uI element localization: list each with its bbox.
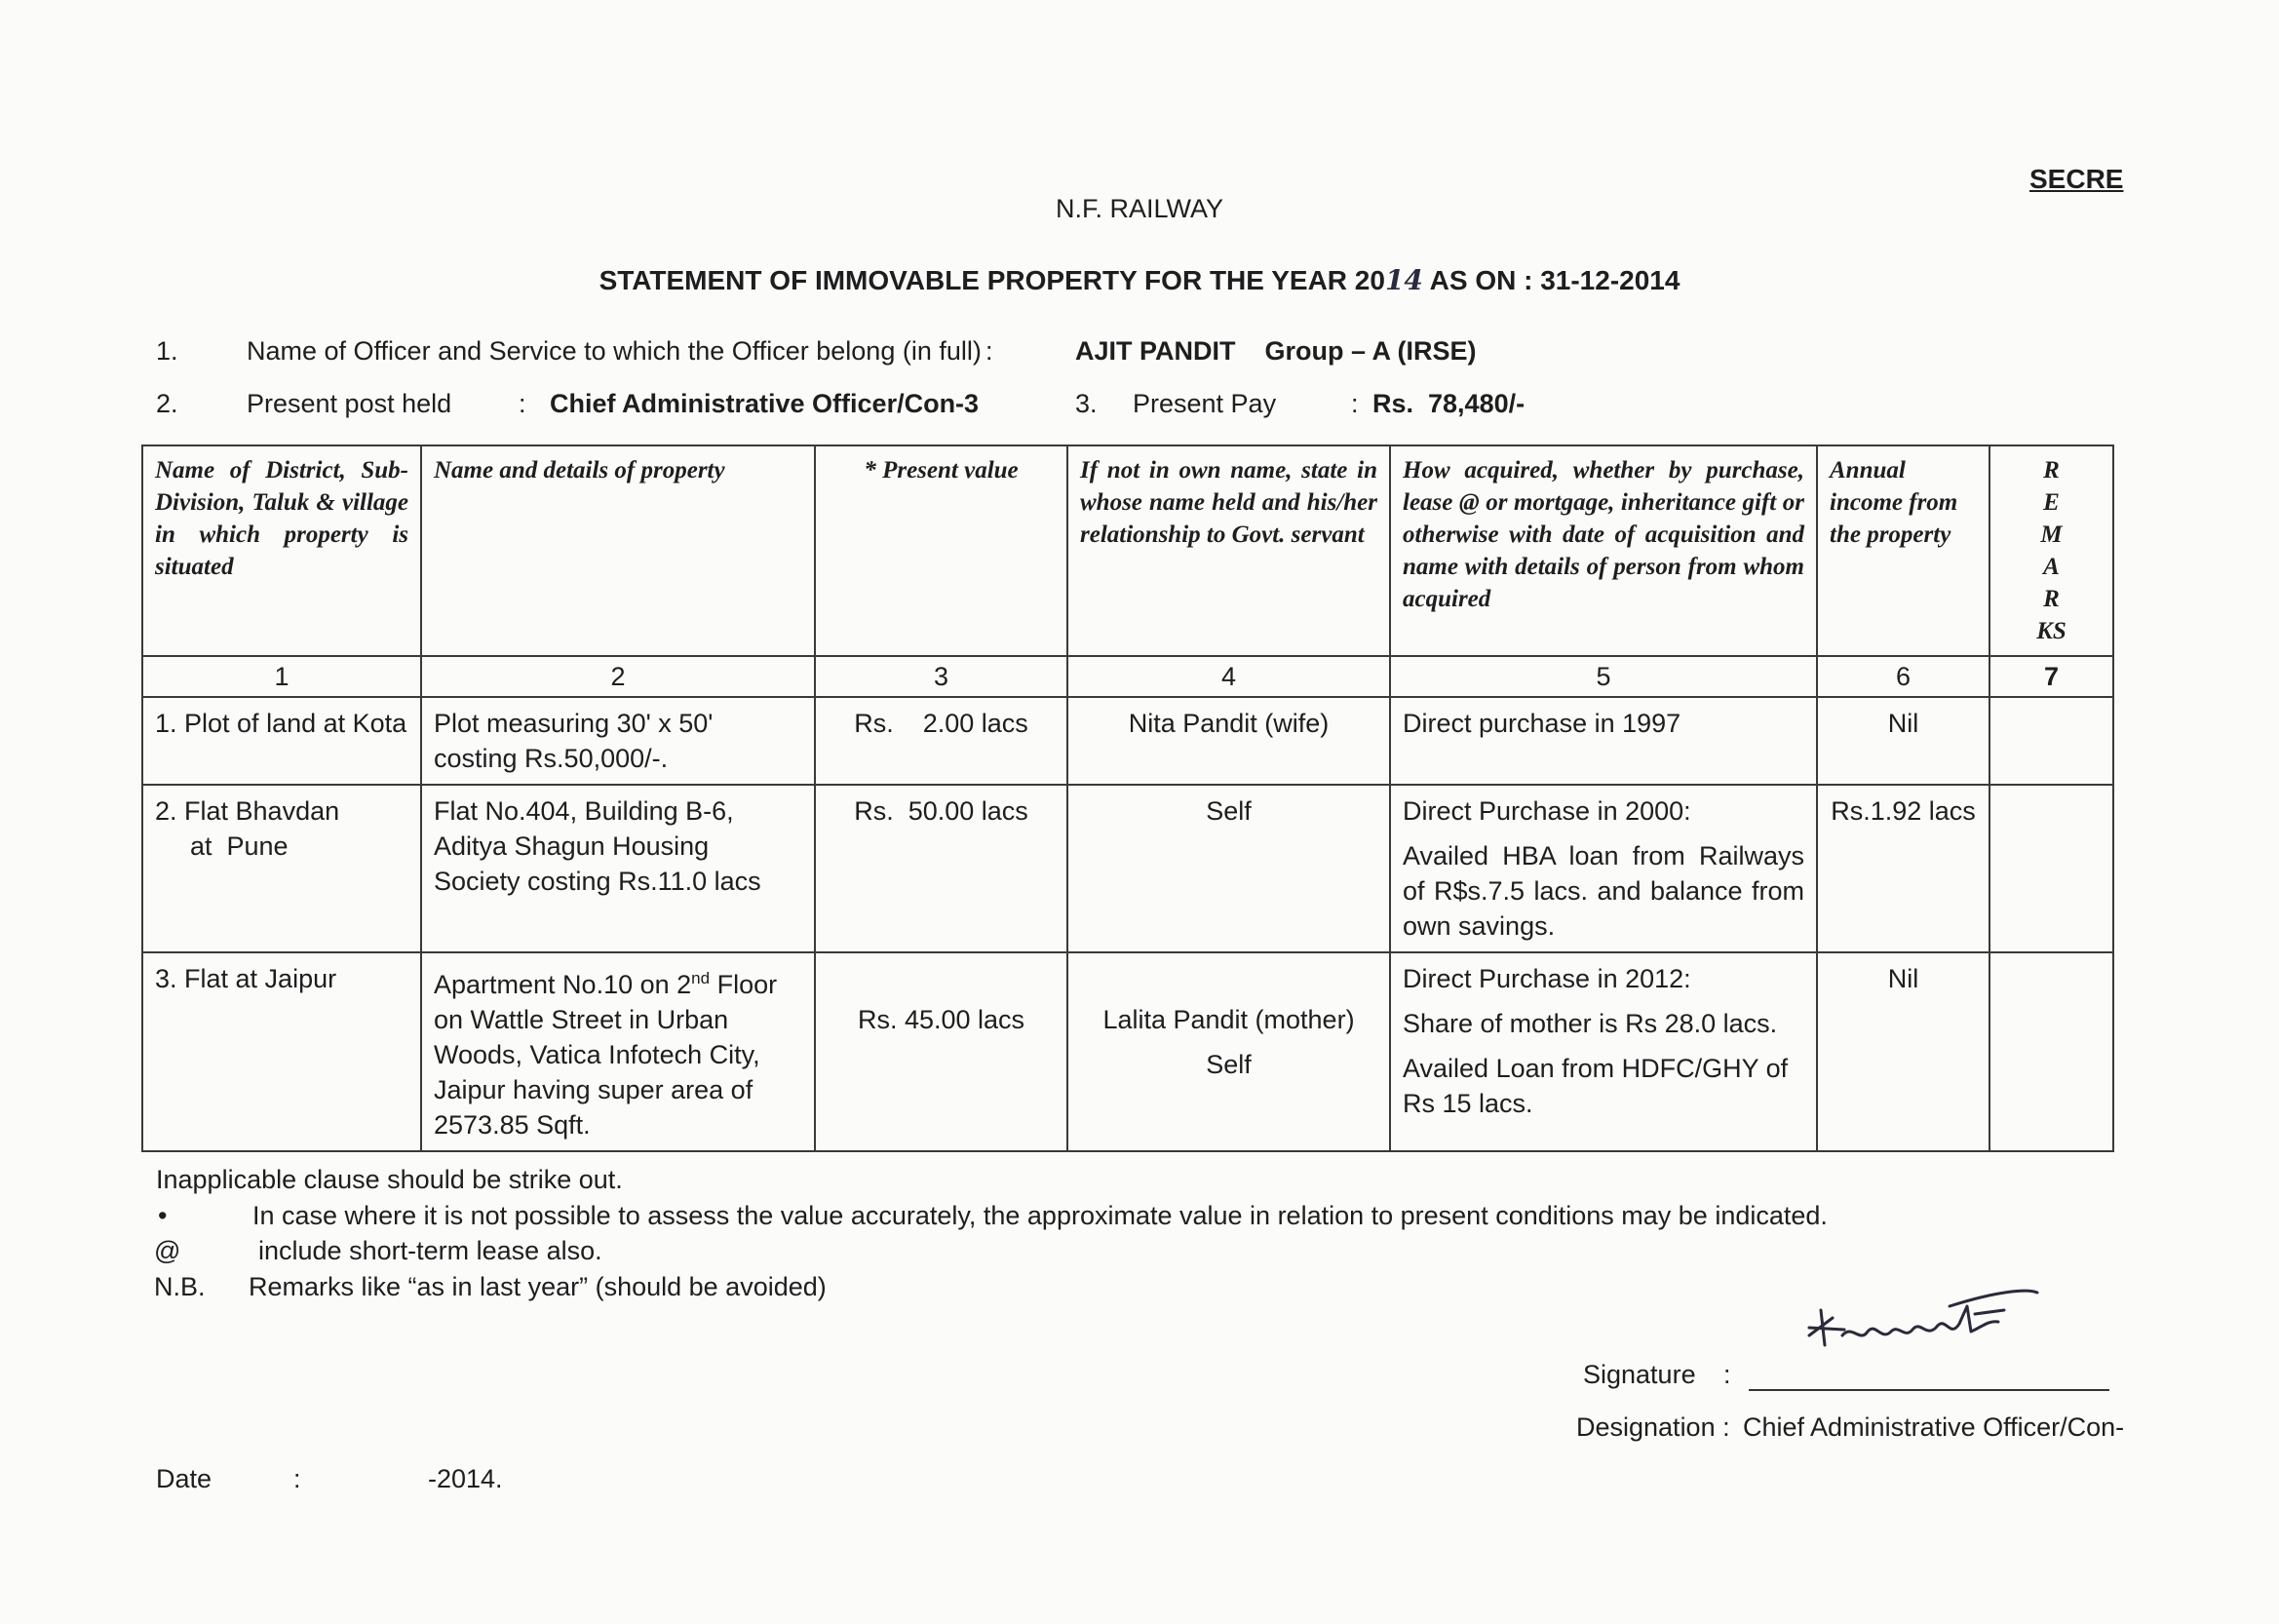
cell-location [142,785,421,952]
date-value: -2014. [428,1464,503,1493]
table-row [142,952,2113,1151]
header-holder: If not in own name, state in whose name held and his/her relationship to Govt. servant [1067,445,1390,656]
table-header-row [142,445,2113,656]
cell-acquired: Direct purchase in 1997 [1390,697,1817,785]
cell-location-line2: at Pune [190,831,289,861]
organization-name: N.F. RAILWAY [1055,194,1224,223]
field-pay-label: Present Pay [1133,389,1277,418]
document-title [0,264,2279,296]
field-pay-sep: : [1351,389,1359,418]
cell-details [421,952,815,1151]
column-number: 6 [1817,656,1989,697]
field-post-label: Present post held [247,389,452,418]
cell-income: Nil [1817,952,1989,1151]
cell-acquired [1390,952,1817,1151]
details-part: Floor on Wattle Street in Urban Woods, Vatica Infotech City, Jaipur having super area of 2573.85 Sqft. [434,970,778,1140]
column-number: 1 [142,656,421,697]
note-nb-text: Remarks like “as in last year” (should be avoided) [249,1272,827,1301]
date-label: Date [156,1464,212,1493]
date-sep: : [293,1464,301,1493]
table-row [142,785,2113,952]
field-officer-label: Name of Officer and Service to which the Officer belong (in full) [247,336,982,366]
acquired-line: Availed Loan from HDFC/GHY of Rs 15 lacs. [1403,1054,1789,1118]
post-held-value: Chief Administrative Officer/Con-3 [550,389,980,418]
header-details: Name and details of property [421,445,815,656]
header-annual-income: Annual income from the property [1817,445,1989,656]
table-row [142,697,2113,785]
signature-line [1749,1389,2109,1391]
cell-value: Rs. 45.00 lacs [815,952,1067,1151]
acquired-line: Direct Purchase in 2000: [1403,796,1691,826]
signature-sep: : [1723,1360,1731,1389]
designation-value: Chief Administrative Officer/Con- [1743,1412,2125,1442]
cell-value: Rs. 2.00 lacs [815,697,1067,785]
cell-location: 1. Plot of land at Kota [142,697,421,785]
cell-acquired [1390,785,1817,952]
header-how-acquired: How acquired, whether by purchase, lease @ or mortgage, inheritance gift or otherwise with date of acquisition and name with details of person from whom acquired [1390,445,1817,656]
acquired-line: Direct Purchase in 2012: [1403,964,1691,993]
header-present-value: * Present value [815,445,1067,656]
note-at-symbol: @ [154,1236,181,1265]
note-nb-symbol: N.B. [154,1272,206,1301]
cell-remarks [1989,952,2113,1151]
note-bullet-symbol: • [158,1201,168,1230]
handwritten-signature-icon [1803,1285,2047,1363]
designation-label: Designation : [1576,1412,1730,1442]
cell-holder: Self [1067,785,1390,952]
officer-name-value: AJIT PANDIT Group – A (IRSE) [1075,336,1477,366]
note-at-text: include short-term lease also. [258,1236,602,1265]
field-pay-number: 3. [1075,389,1098,418]
cell-income: Rs.1.92 lacs [1817,785,1989,952]
cell-holder: Nita Pandit (wife) [1067,697,1390,785]
field-officer-number: 1. [156,336,178,366]
cell-details: Flat No.404, Building B-6, Aditya Shagun Housing Society costing Rs.11.0 lacs [421,785,815,952]
cell-holder [1067,952,1390,1151]
column-number: 3 [815,656,1067,697]
title-suffix: AS ON : 31-12-2014 [1422,265,1680,295]
column-number: 5 [1390,656,1817,697]
cell-value: Rs. 50.00 lacs [815,785,1067,952]
signature-label: Signature [1583,1360,1696,1389]
title-prefix: STATEMENT OF IMMOVABLE PROPERTY FOR THE YEAR 20 [599,265,1385,295]
present-pay-value: Rs. 78,480/- [1372,389,1526,418]
cell-location-line1: 2. Flat Bhavdan [155,796,340,826]
note-inapplicable: Inapplicable clause should be strike out. [156,1165,623,1194]
column-number: 7 [1989,656,2113,697]
header-location: Name of District, Sub-Division, Taluk & village in which property is situated [142,445,421,656]
column-number-row [142,656,2113,697]
property-table [141,445,2114,1152]
cell-remarks [1989,785,2113,952]
title-year-handwritten: 14 [1384,264,1423,296]
classification-mark: SECRE [2029,164,2124,194]
acquired-line: Availed HBA loan from Railways of R$s.7.5 lacs. and balance from own savings. [1403,841,1804,941]
cell-remarks [1989,697,2113,785]
header-remarks: R E M A R KS [1989,445,2113,656]
details-part: Apartment No.10 on 2 [434,970,692,999]
note-bullet-text: In case where it is not possible to assess the value accurately, the approximate value in relation to present conditions may be indicated. [252,1201,1828,1230]
cell-income: Nil [1817,697,1989,785]
holder-line: Self [1206,1050,1252,1079]
holder-line: Lalita Pandit (mother) [1102,1005,1355,1034]
details-superscript: nd [691,969,711,987]
acquired-line: Share of mother is Rs 28.0 lacs. [1403,1009,1778,1038]
cell-details: Plot measuring 30' x 50' costing Rs.50,000/-. [421,697,815,785]
field-post-sep: : [519,389,526,418]
cell-location: 3. Flat at Jaipur [142,952,421,1151]
column-number: 4 [1067,656,1390,697]
column-number: 2 [421,656,815,697]
field-post-number: 2. [156,389,178,418]
field-officer-sep: : [985,336,993,366]
